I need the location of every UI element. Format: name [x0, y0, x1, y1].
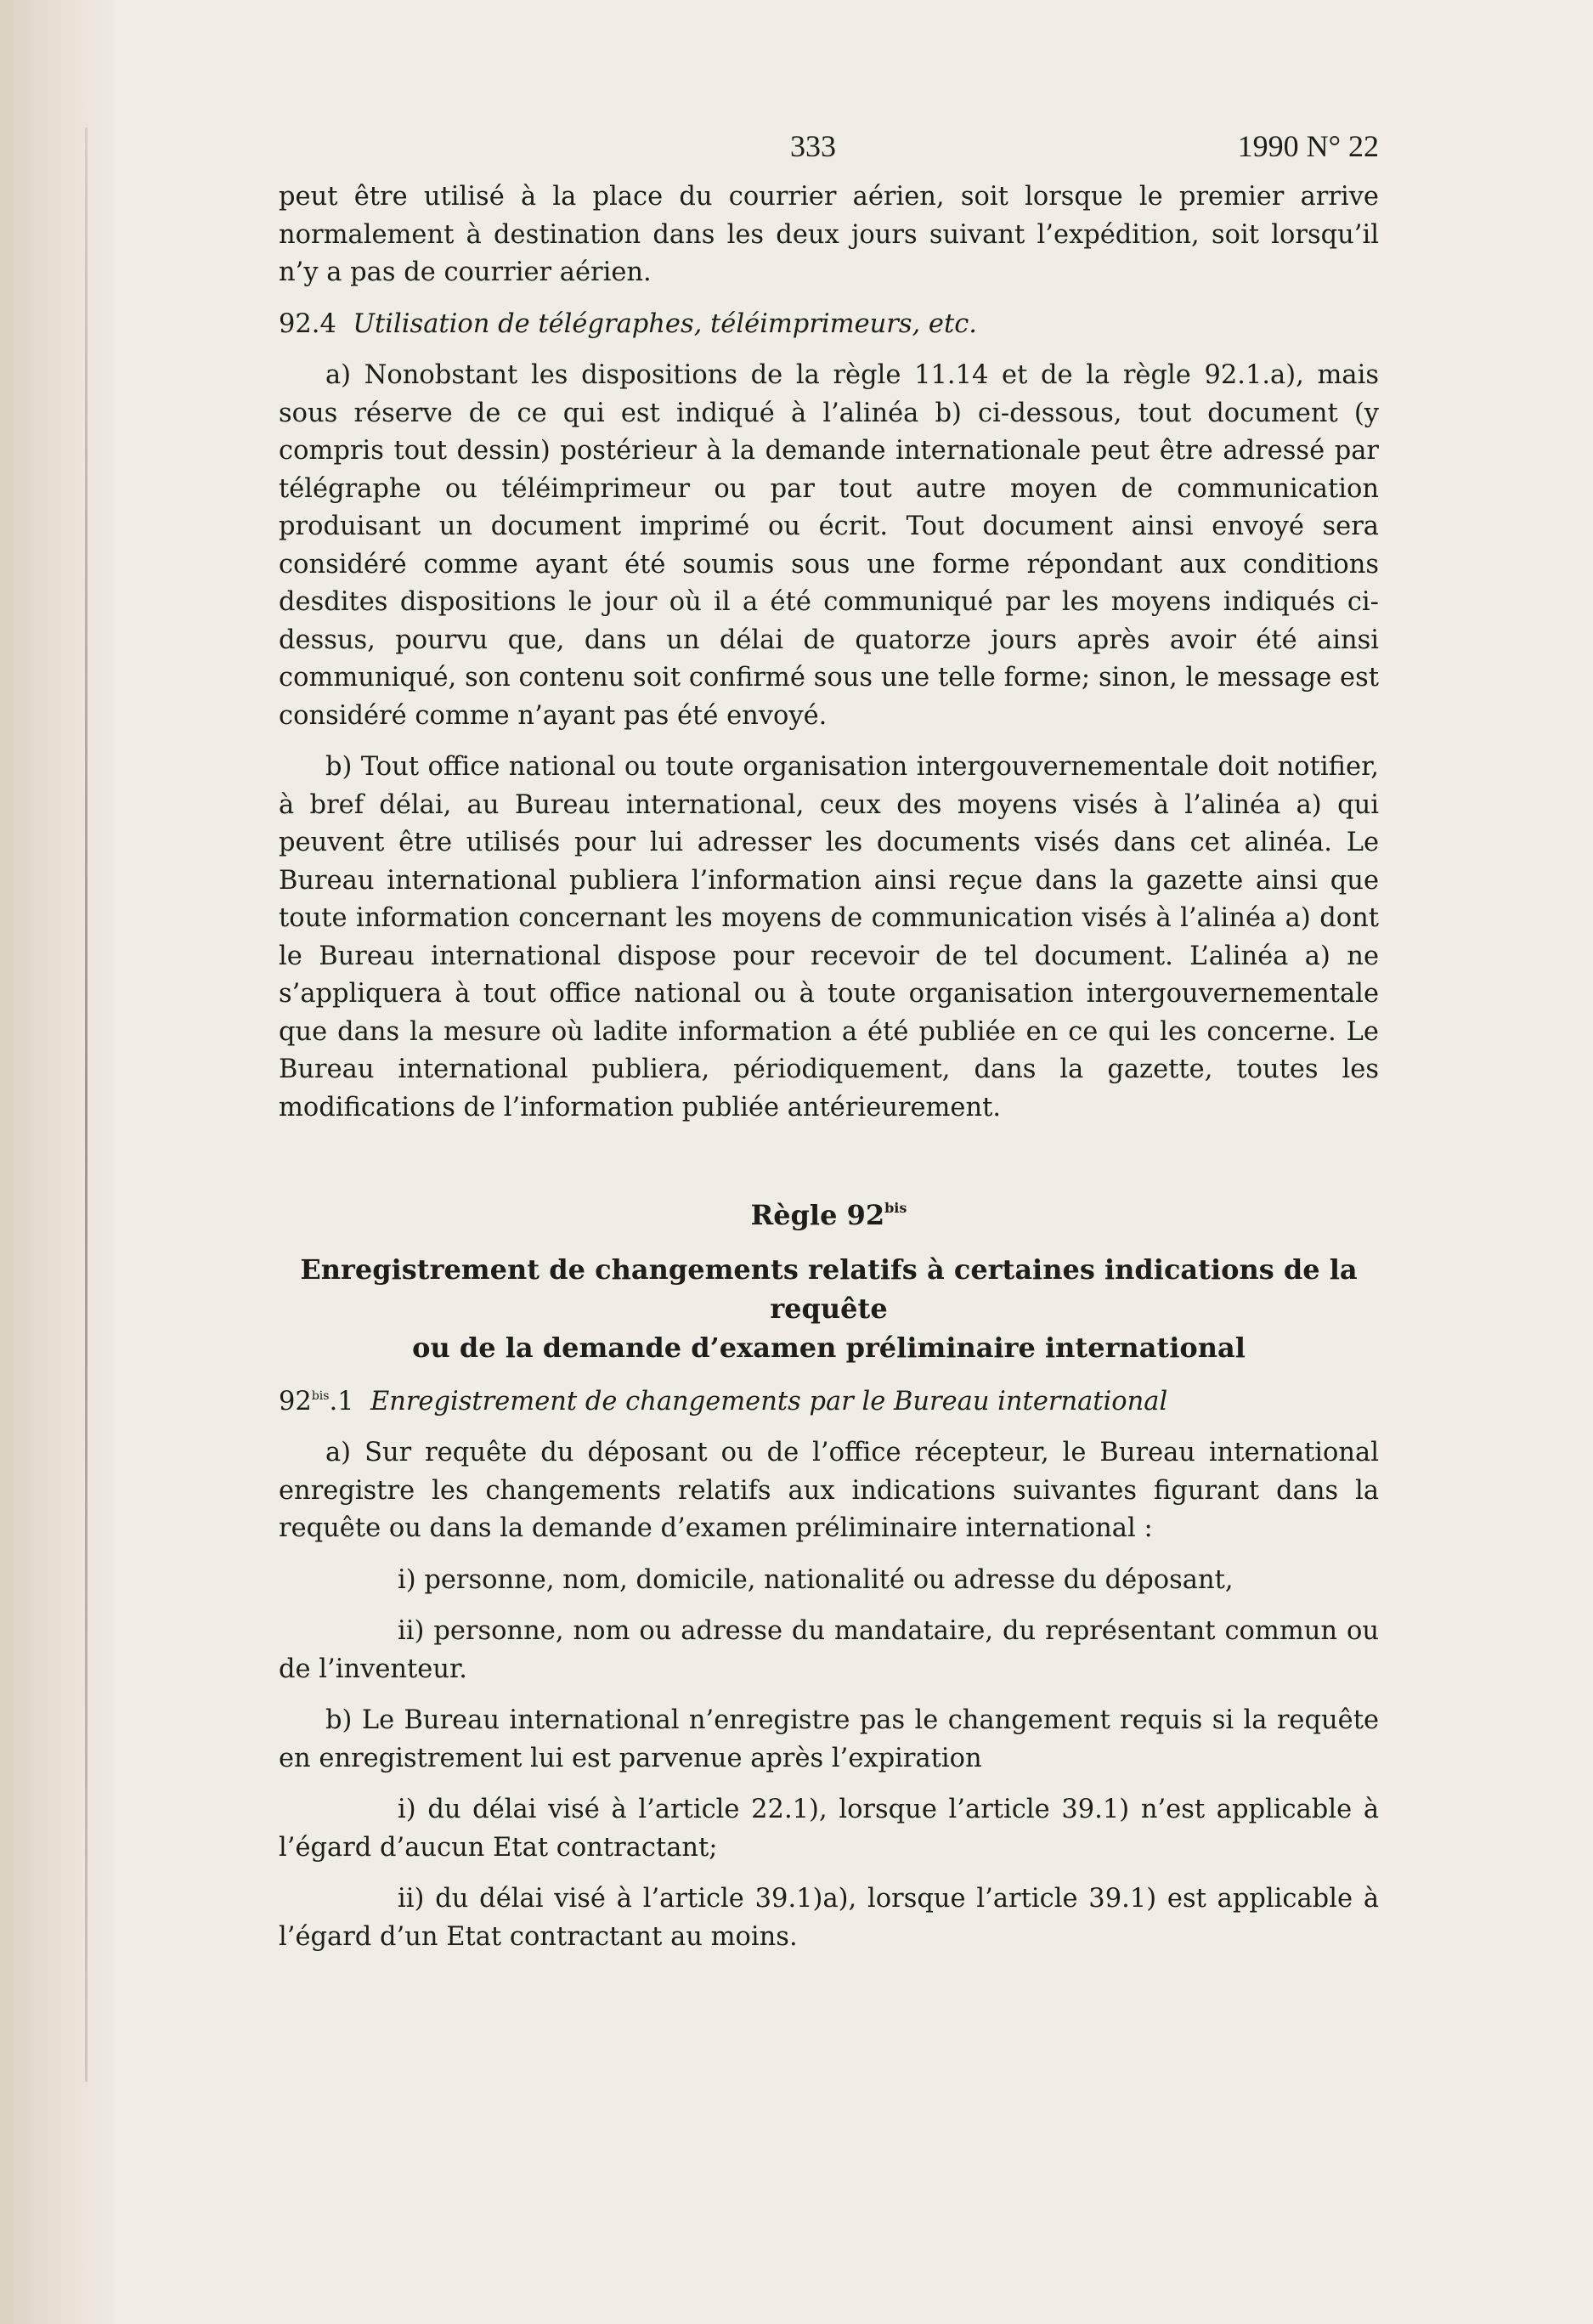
- page-number: 333: [790, 129, 836, 163]
- rule-title-line-1: Enregistrement de changements relatifs à certaines indications de la requête: [300, 1252, 1358, 1325]
- rule-heading: [279, 1190, 1379, 1235]
- continuation-paragraph: peut être utilisé à la place du courrier aérien, soit lorsque le premier arrive normalement à destination dans les deux jours suivant l’expédition, soit lorsqu’il n’y a pas de courrier aérien.: [279, 182, 1379, 287]
- section-92-4-para-b: b) Tout office national ou toute organisation intergouvernementale doit notifier, à bref délai, au Bureau international, ceux des moyens visés à l’alinéa a) qui peuvent être utilisés pour lui adresser les documents visés dans cet alinéa. Le Bureau international publiera l’information ainsi reçue dans la gazette ainsi que toute information concernant les moyens de communication visés à l’alinéa a) dont le Bureau international dispose pour recevoir de tel document. L’alinéa a) ne s’appliquera à tout office national ou à toute organisation intergouvernementale que dans la mesure où ladite information a été publiée en ce qui les concerne. Le Bureau international publiera, périodiquement, dans la gazette, toutes les modifications de l’information publiée antérieurement.: [279, 752, 1379, 1122]
- subrule-heading: [279, 1377, 1379, 1422]
- subrule-number-sup: bis: [311, 1388, 330, 1403]
- section-92-4-heading: [279, 306, 1379, 344]
- page-header: [279, 127, 1379, 178]
- section-number: 92.4: [279, 308, 336, 339]
- subrule-title: Enregistrement de changements par le Bureau international: [370, 1386, 1168, 1416]
- binding-shadow: [85, 127, 88, 2082]
- page-gutter: [0, 0, 115, 2324]
- rule-item-a-i: i) personne, nom, domicile, nationalité ou adresse du déposant,: [398, 1564, 1234, 1595]
- subrule-number: 92: [279, 1386, 312, 1416]
- rule-title-line-2: ou de la demande d’examen préliminaire international: [412, 1331, 1246, 1364]
- rule-item-b-i: i) du délai visé à l’article 22.1), lorsque l’article 39.1) n’est applicable à l’égard d’aucun Etat contractant;: [279, 1795, 1379, 1863]
- rule-item-a-ii: ii) personne, nom ou adresse du mandataire, du représentant commun ou de l’inventeur.: [279, 1616, 1379, 1684]
- rule-item-b-ii: ii) du délai visé à l’article 39.1)a), lorsque l’article 39.1) est applicable à l’égard d’un Etat contractant au moins.: [279, 1884, 1379, 1952]
- rule-heading-text: Règle 92: [750, 1199, 885, 1231]
- rule-para-b: b) Le Bureau international n’enregistre pas le changement requis si la requête en enregistrement lui est parvenue après l’expiration: [279, 1705, 1379, 1773]
- subrule-number-suffix: .1: [329, 1386, 354, 1416]
- rule-heading-sup: bis: [884, 1200, 907, 1216]
- document-page: [279, 127, 1379, 1956]
- section-92-4-para-a: a) Nonobstant les dispositions de la règle 11.14 et de la règle 92.1.a), mais sous réserve de ce qui est indiqué à l’alinéa b) ci-dessous, tout document (y compris tout dessin) postérieur à la demande internationale peut être adressé par télégraphe ou téléimprimeur ou par tout autre moyen de communication produisant un document imprimé ou écrit. Tout document ainsi envoyé sera considéré comme ayant été soumis sous une forme répondant aux conditions desdites dispositions le jour où il a été communiqué par les moyens indiqués ci-dessus, pourvu que, dans un délai de quatorze jours après avoir été ainsi communiqué, son contenu soit confirmé sous une telle forme; sinon, le message est considéré comme n’ayant pas été envoyé.: [279, 360, 1379, 731]
- rule-title: [279, 1250, 1379, 1367]
- rule-para-a: a) Sur requête du déposant ou de l’office récepteur, le Bureau international enregistre les changements relatifs aux indications suivantes figurant dans la requête ou dans la demande d’examen préliminaire international :: [279, 1438, 1379, 1543]
- year-issue: 1990 N° 22: [1237, 129, 1379, 163]
- section-title: Utilisation de télégraphes, téléimprimeurs, etc.: [353, 308, 977, 339]
